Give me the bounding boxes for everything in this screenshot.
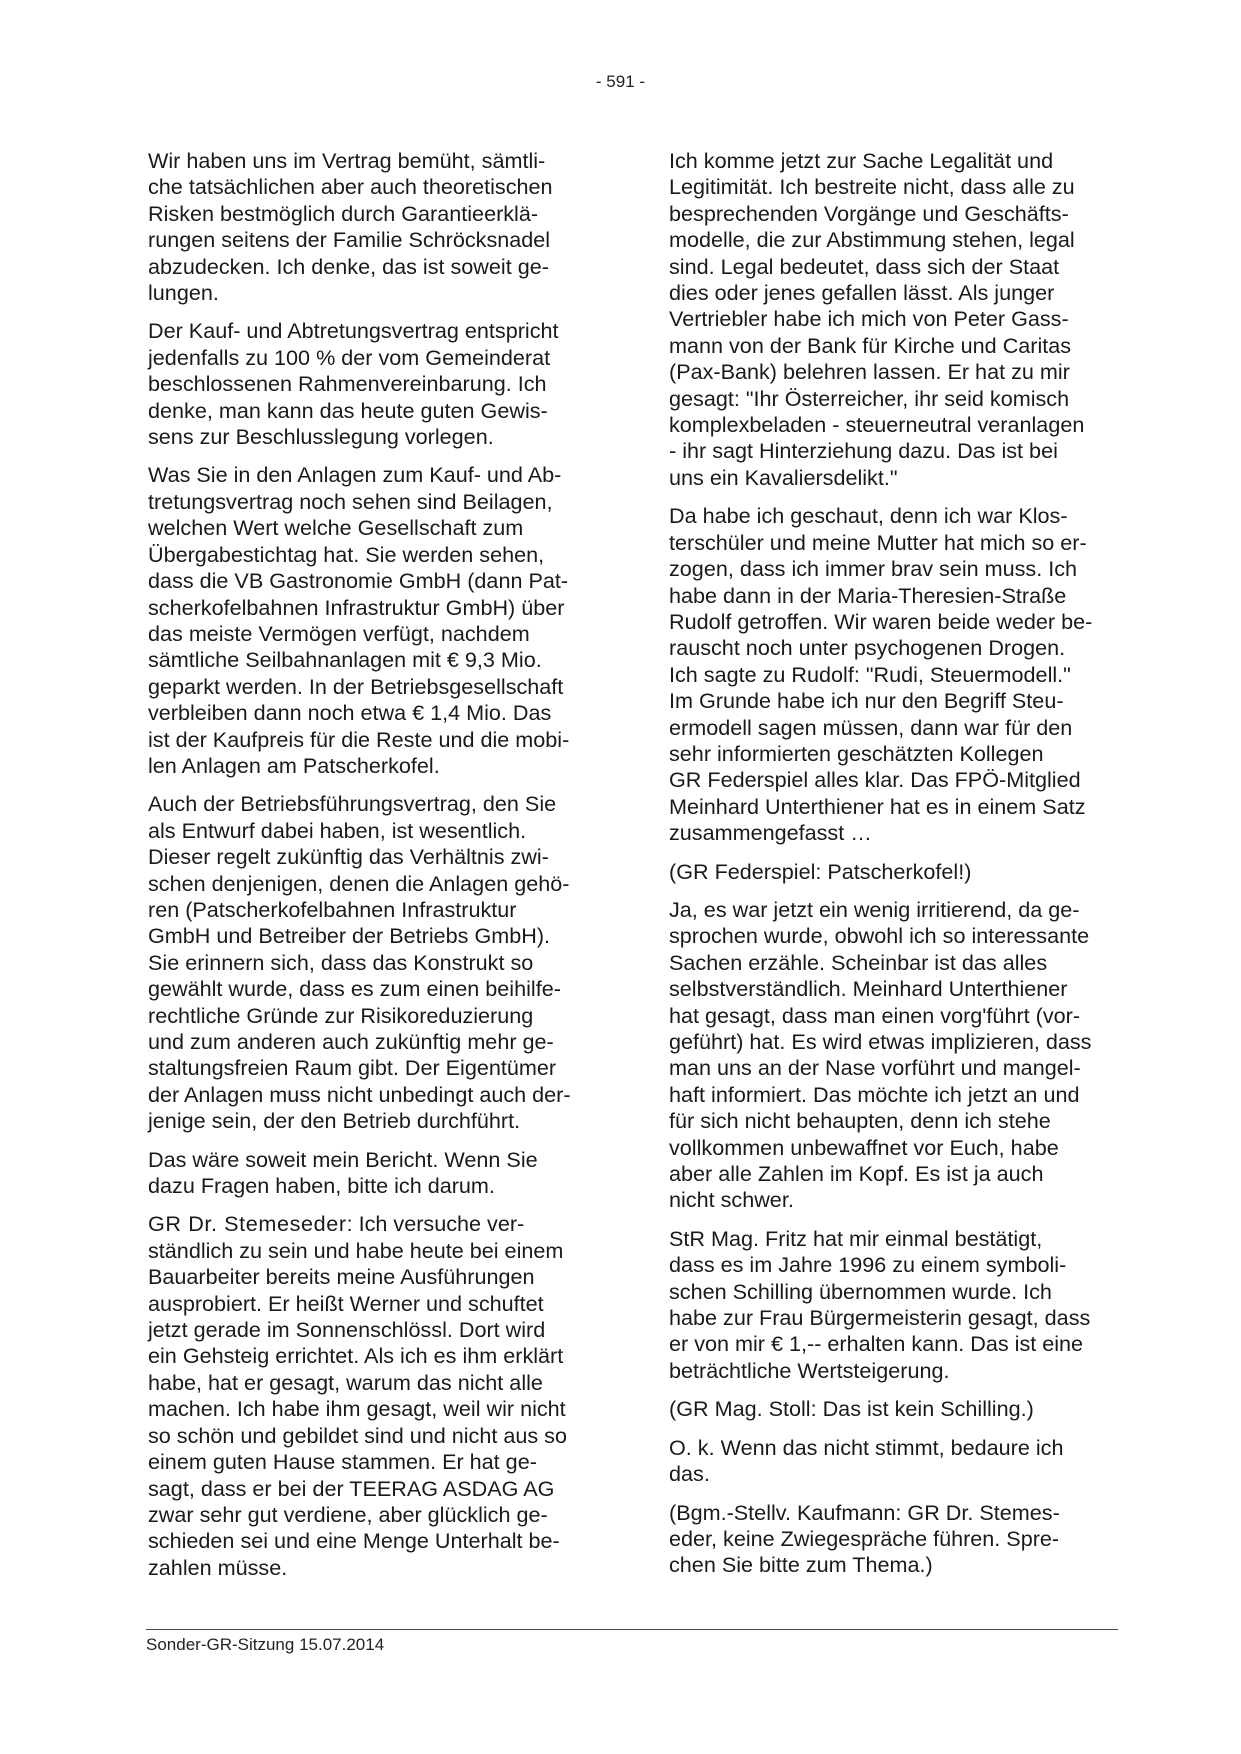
footer-divider: [146, 1629, 1118, 1630]
paragraph: Der Kauf- und Abtretungsvertrag entspricht jedenfalls zu 100 % der vom Gemeinderat beschlossenen Rahmenvereinbarung. Ich denke, man kann das heute guten Gewis- sens zur Beschlusslegung vorlegen.: [148, 318, 559, 450]
page-number: - 591 -: [595, 72, 646, 91]
right-column: [669, 148, 1109, 1591]
paragraph: O. k. Wenn das nicht stimmt, bedaure ich das.: [669, 1434, 1064, 1487]
left-column: [148, 148, 588, 1593]
paragraph: Was Sie in den Anlagen zum Kauf- und Ab- tretungsvertrag noch sehen sind Beilagen, welchen Wert welche Gesellschaft zum Übergabestichtag hat. Sie werden sehen, dass die VB Gastronomie GmbH (dann Pat- scherkofelbahnen Infrastruktur GmbH) über das meiste Vermögen verfügt, nachdem sämtliche Seilbahnanlagen mit € 9,3 Mio. geparkt werden. In der Betriebsgesellschaft verbleiben dann noch etwa € 1,4 Mio. Das ist der Kaufpreis für die Reste und die mobi- len Anlagen am Patscherkofel.: [148, 462, 570, 778]
interjection: (GR Federspiel: Patscherkofel!): [669, 858, 972, 884]
speaker-text: : Ich versuche ver- ständlich zu sein und habe heute bei einem Bauarbeiter bereits meine Ausführungen ausprobiert. Er heißt Werner und schuftet jetzt gerade im Sonnenschlössl. Dort wird ein Gehsteig errichtet. Als ich es ihm erklärt habe, hat er gesagt, warum das nicht alle machen. Ich habe ihm gesagt, weil wir nicht so schön und gebildet sind und nicht aus so einem guten Hause stammen. Er hat ge- sagt, dass er bei der TEERAG ASDAG AG zwar sehr gut verdiene, aber glücklich ge- schieden sei und eine Menge Unterhalt be- zahlen müsse.: [148, 1211, 567, 1580]
interjection: (Bgm.-Stellv. Kaufmann: GR Dr. Stemes- eder, keine Zwiegespräche führen. Spre- chen Sie bitte zum Thema.): [669, 1499, 1060, 1578]
paragraph: StR Mag. Fritz hat mir einmal bestätigt, dass es im Jahre 1996 zu einem symboli- schen Schilling übernommen wurde. Ich habe zur Frau Bürgermeisterin gesagt, dass er von mir € 1,-- erhalten kann. Das ist eine beträchtliche Wertsteigerung.: [669, 1225, 1091, 1383]
paragraph: Ich komme jetzt zur Sache Legalität und Legitimität. Ich bestreite nicht, dass alle zu besprechenden Vorgänge und Geschäfts- modelle, die zur Abstimmung stehen, legal sind. Legal bedeutet, dass sich der Staat dies oder jenes gefallen lässt. Als junger Vertriebler habe ich mich von Peter Gass- mann von der Bank für Kirche und Caritas (Pax-Bank) belehren lassen. Er hat zu mir gesagt: "Ihr Österreicher, ihr seid komisch komplexbeladen - steuerneutral veranlagen - ihr sagt Hinterziehung dazu. Das ist bei uns ein Kavaliersdelikt.": [669, 148, 1085, 490]
paragraph: Das wäre soweit mein Bericht. Wenn Sie dazu Fragen haben, bitte ich darum.: [148, 1146, 538, 1199]
speaker-paragraph: [148, 1211, 588, 1581]
paragraph: Auch der Betriebsführungsvertrag, den Sie als Entwurf dabei haben, ist wesentlich. Dieser regelt zukünftig das Verhältnis zwi- schen denjenigen, denen die Anlagen gehö- ren (Patscherkofelbahnen Infrastruktur GmbH und Betreiber der Betriebs GmbH). Sie erinnern sich, dass das Konstrukt so gewählt wurde, dass es zum einen beihilfe- rechtliche Gründe zur Risikoreduzierung und zum anderen auch zukünftig mehr ge- staltungsfreien Raum gibt. Der Eigentümer der Anlagen muss nicht unbedingt auch der- jenige sein, der den Betrieb durchführt.: [148, 791, 571, 1134]
speaker-name: GR Dr. Stemeseder: [148, 1211, 347, 1237]
paragraph: Wir haben uns im Vertrag bemüht, sämtli- che tatsächlichen aber auch theoretischen Risken bestmöglich durch Garantieerklä- rungen seitens der Familie Schröcksnadel abzudecken. Ich denke, das ist soweit ge- lungen.: [148, 148, 553, 306]
paragraph: Da habe ich geschaut, denn ich war Klos- terschüler und meine Mutter hat mich so er- zogen, dass ich immer brav sein muss. Ich habe dann in der Maria-Theresien-Straße Rudolf getroffen. Wir waren beide weder be- rauscht noch unter psychogenen Drogen. Ich sagte zu Rudolf: "Rudi, Steuermodell." Im Grunde habe ich nur den Begriff Steu- ermodell sagen müssen, dann war für den sehr informierten geschätzten Kollegen GR Federspiel alles klar. Das FPÖ-Mitglied Meinhard Unterthiener hat es in einem Satz zusammengefasst …: [669, 503, 1093, 846]
interjection: (GR Mag. Stoll: Das ist kein Schilling.): [669, 1396, 1034, 1422]
footer-session-label: Sonder-GR-Sitzung 15.07.2014: [146, 1635, 385, 1654]
paragraph: Ja, es war jetzt ein wenig irritierend, da ge- sprochen wurde, obwohl ich so interessante Sachen erzähle. Scheinbar ist das alles selbstverständlich. Meinhard Unterthiener hat gesagt, dass man einen vorg'führt (vor- geführt) hat. Es wird etwas implizieren, dass man uns an der Nase vorführt und mangel- haft informiert. Das möchte ich jetzt an und für sich nicht behaupten, denn ich stehe vollkommen unbewaffnet vor Euch, habe aber alle Zahlen im Kopf. Es ist ja auch nicht schwer.: [669, 896, 1092, 1213]
